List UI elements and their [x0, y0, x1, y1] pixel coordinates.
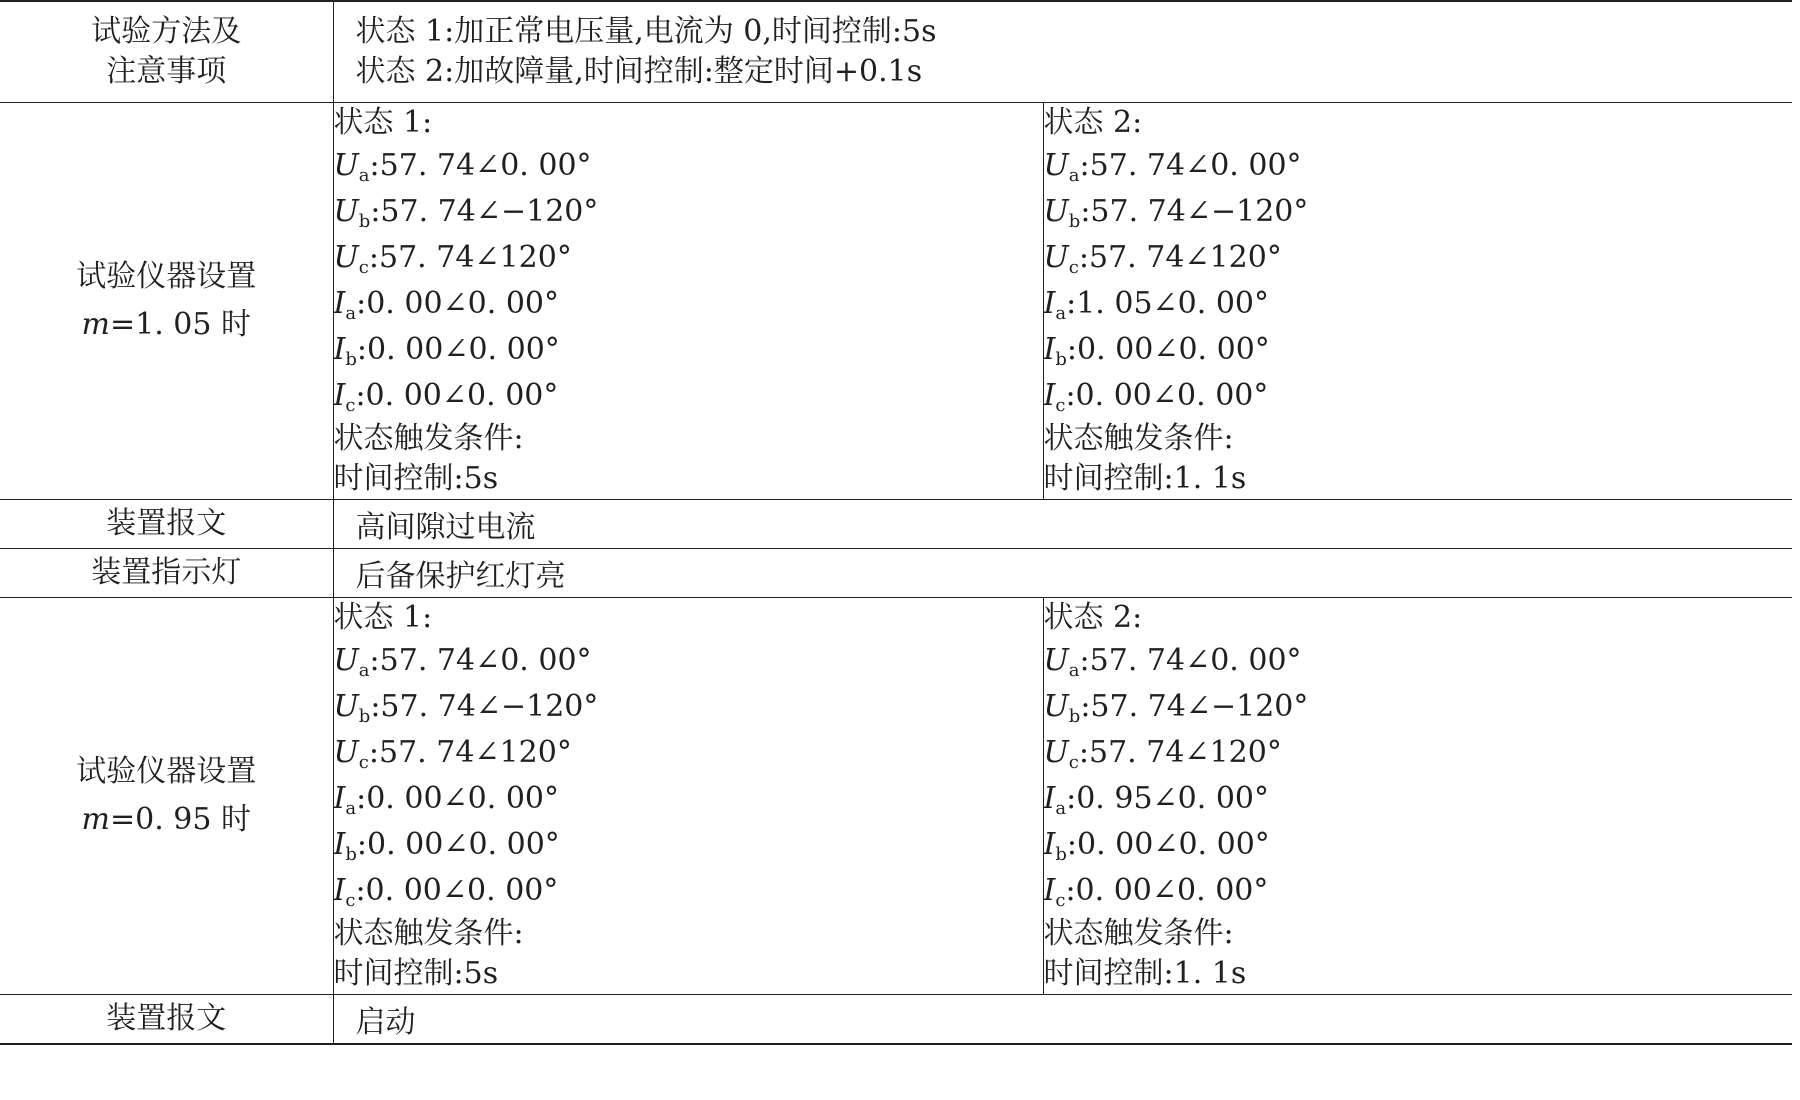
setup1-state1-ia: $I_a:0$. 00∠0. 00° [333, 286, 560, 324]
setup1-state2-ua: $U_a:57$. 74∠0. 00° [1043, 148, 1302, 186]
setup2-state1-uc: $U_c:57$. 74∠120° [333, 735, 572, 773]
setup2-state2-ua: $U_a:57$. 74∠0. 00° [1043, 643, 1302, 681]
setup1-row [0, 103, 1792, 500]
setup1-state2-ub: $U_b:57$. 74∠−120° [1043, 194, 1309, 232]
setup1-state1-trigger-value: 时间控制:5s [333, 461, 499, 496]
setup2-state1-ia: $I_a:0$. 00∠0. 00° [333, 781, 560, 819]
method-line2: 状态 2:加故障量,时间控制:整定时间+0.1s [355, 54, 923, 89]
setup1-state2-ib: $I_b:0$. 00∠0. 00° [1043, 332, 1270, 370]
setup1-state1-cell [333, 103, 1043, 500]
setup1-state2-ic: $I_c:0$. 00∠0. 00° [1043, 378, 1269, 416]
setup2-m-var: m [81, 802, 110, 837]
setup2-label-m [0, 796, 333, 844]
setup1-state2-trigger-label: 状态触发条件: [1043, 421, 1234, 456]
method-content-cell [333, 1, 1792, 103]
setup2-state1-cell [333, 598, 1043, 995]
setup1-label-cell [0, 103, 333, 500]
setup1-state1-uc: $U_c:57$. 74∠120° [333, 240, 572, 278]
report2-label: 装置报文 [0, 995, 333, 1045]
setup2-state1-trigger-value: 时间控制:5s [333, 956, 499, 991]
report1-value: 高间隙过电流 [333, 500, 1792, 549]
setup1-state1-ic: $I_c:0$. 00∠0. 00° [333, 378, 559, 416]
setup2-state2-ic: $I_c:0$. 00∠0. 00° [1043, 873, 1269, 911]
setup1-state2-cell [1043, 103, 1792, 500]
indicator-value: 后备保护红灯亮 [333, 549, 1792, 598]
method-label-line2: 注意事项 [106, 54, 227, 89]
indicator-row [0, 549, 1792, 598]
setup1-state2-title: 状态 2: [1043, 105, 1143, 140]
setup2-state1-ua: $U_a:57$. 74∠0. 00° [333, 643, 592, 681]
setup2-label-cell [0, 598, 333, 995]
setup2-m-value: =0. 95 时 [109, 802, 251, 837]
setup2-state1-ub: $U_b:57$. 74∠−120° [333, 689, 599, 727]
report2-value: 启动 [333, 995, 1792, 1045]
method-label-line1: 试验方法及 [91, 14, 242, 49]
setup2-state1-ic: $I_c:0$. 00∠0. 00° [333, 873, 559, 911]
setup1-state2-uc: $U_c:57$. 74∠120° [1043, 240, 1282, 278]
report2-row [0, 995, 1792, 1045]
setup2-state1-ib: $I_b:0$. 00∠0. 00° [333, 827, 560, 865]
setup1-m-value: =1. 05 时 [109, 307, 251, 342]
setup2-state1-trigger-label: 状态触发条件: [333, 916, 524, 951]
report1-label: 装置报文 [0, 500, 333, 549]
setup2-state1-title: 状态 1: [333, 600, 433, 635]
setup1-label-line1: 试验仪器设置 [76, 259, 257, 294]
setup1-label-m [0, 301, 333, 349]
setup2-row [0, 598, 1792, 995]
setup1-state1-title: 状态 1: [333, 105, 433, 140]
setup2-state2-title: 状态 2: [1043, 600, 1143, 635]
setup2-state2-trigger-value: 时间控制:1. 1s [1043, 956, 1247, 991]
setup1-m-var: m [81, 307, 110, 342]
method-line1: 状态 1:加正常电压量,电流为 0,时间控制:5s [355, 14, 937, 49]
indicator-label: 装置指示灯 [0, 549, 333, 598]
setup2-state2-uc: $U_c:57$. 74∠120° [1043, 735, 1282, 773]
report1-row [0, 500, 1792, 549]
setup2-state2-trigger-label: 状态触发条件: [1043, 916, 1234, 951]
setup2-state2-ub: $U_b:57$. 74∠−120° [1043, 689, 1309, 727]
setup1-state1-ub: $U_b:57$. 74∠−120° [333, 194, 599, 232]
setup1-state1-trigger-label: 状态触发条件: [333, 421, 524, 456]
setup1-state1-ib: $I_b:0$. 00∠0. 00° [333, 332, 560, 370]
setup2-state2-ib: $I_b:0$. 00∠0. 00° [1043, 827, 1270, 865]
method-label-cell [0, 1, 333, 103]
setup2-state2-cell [1043, 598, 1792, 995]
setup1-state2-ia: $I_a:1$. 05∠0. 00° [1043, 286, 1270, 324]
setup1-state2-trigger-value: 时间控制:1. 1s [1043, 461, 1247, 496]
setup2-label-line1: 试验仪器设置 [76, 754, 257, 789]
setup1-state1-ua: $U_a:57$. 74∠0. 00° [333, 148, 592, 186]
setup2-state2-ia: $I_a:0$. 95∠0. 00° [1043, 781, 1270, 819]
method-row [0, 1, 1792, 103]
